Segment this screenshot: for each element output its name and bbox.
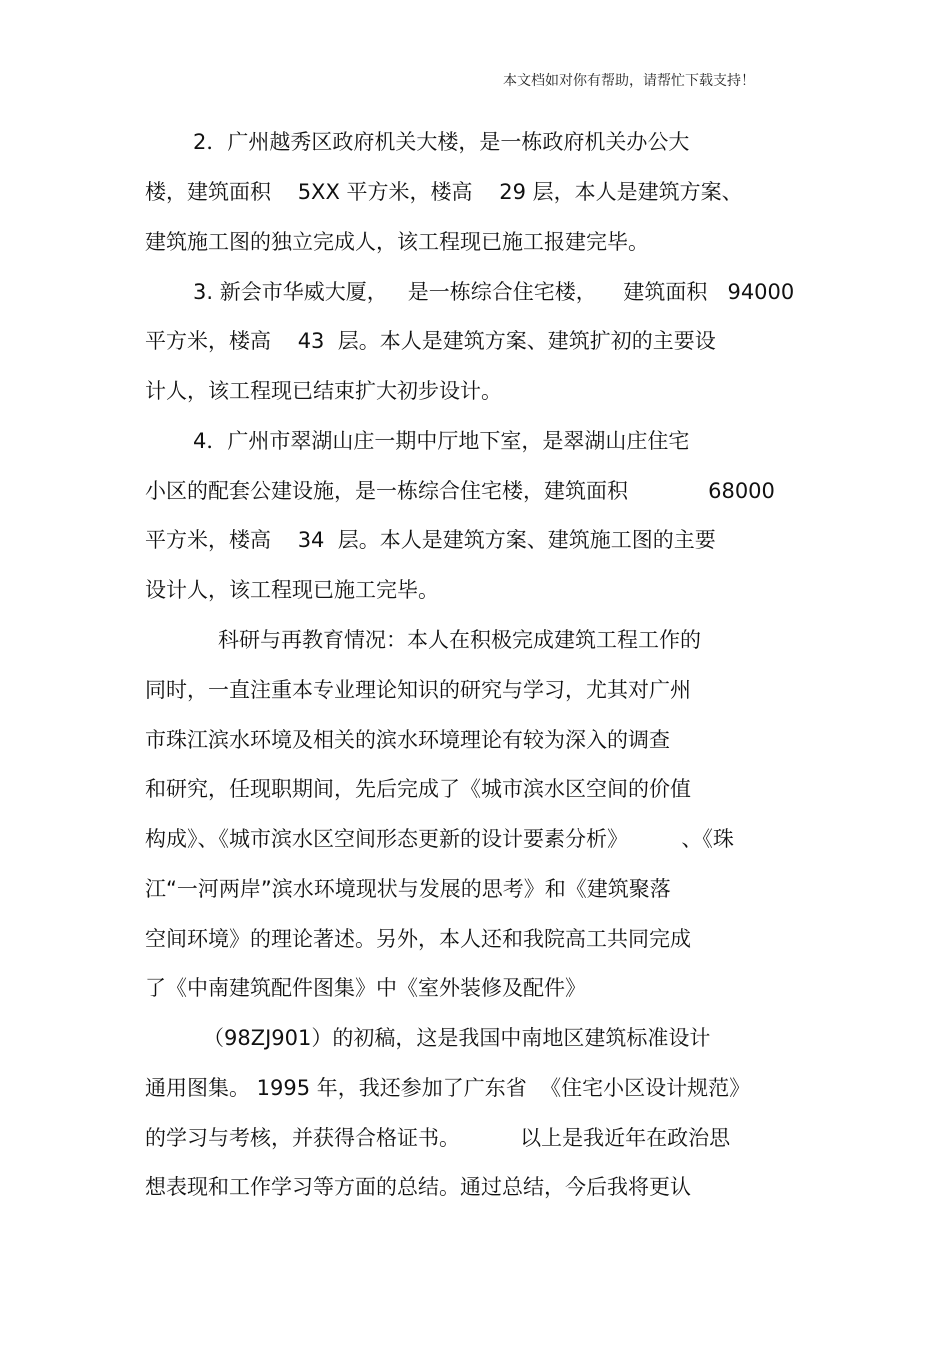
- body-line: 和研究，任现职期间，先后完成了《城市滨水区空间的价值: [145, 777, 691, 801]
- body-line: 同时，一直注重本专业理论知识的研究与学习，尤其对广州: [145, 678, 691, 702]
- body-line: 平方米，楼高 34 层。本人是建筑方案、建筑施工图的主要: [145, 528, 716, 552]
- body-line: 市珠江滨水环境及相关的滨水环境理论有较为深入的调查: [145, 728, 670, 752]
- page-header-note: 本文档如对你有帮助，请帮忙下载支持！: [503, 73, 755, 89]
- body-line: 通用图集。 1995 年，我还参加了广东省 《住宅小区设计规范》: [145, 1076, 751, 1100]
- body-line: 计人，该工程现已结束扩大初步设计。: [145, 379, 502, 403]
- body-line: 江“一河两岸”滨水环境现状与发展的思考》和《建筑聚落: [145, 877, 671, 901]
- body-line: 2．广州越秀区政府机关大楼，是一栋政府机关办公大: [193, 130, 690, 154]
- body-line: 了《中南建筑配件图集》中《室外装修及配件》: [145, 976, 586, 1000]
- body-line: 3. 新会市华威大厦， 是一栋综合住宅楼， 建筑面积 94000: [193, 280, 795, 304]
- body-line: 楼，建筑面积 5XX 平方米，楼高 29 层，本人是建筑方案、: [145, 180, 743, 204]
- body-line: 构成》、《城市滨水区空间形态更新的设计要素分析》 、《珠: [145, 827, 734, 851]
- body-line: 的学习与考核，并获得合格证书。 以上是我近年在政治思: [145, 1126, 731, 1150]
- body-line: 想表现和工作学习等方面的总结。通过总结，今后我将更认: [145, 1175, 691, 1199]
- body-line: （98ZJ901）的初稿，这是我国中南地区建筑标准设计: [203, 1026, 711, 1050]
- body-line: 平方米，楼高 43 层。本人是建筑方案、建筑扩初的主要设: [145, 329, 716, 353]
- body-line: 建筑施工图的独立完成人，该工程现已施工报建完毕。: [145, 230, 649, 254]
- body-line: 空间环境》的理论著述。另外，本人还和我院高工共同完成: [145, 927, 691, 951]
- body-line: 4．广州市翠湖山庄一期中厅地下室，是翠湖山庄住宅: [193, 429, 690, 453]
- body-line: 科研与再教育情况：本人在积极完成建筑工程工作的: [218, 628, 701, 652]
- body-line: 小区的配套公建设施，是一栋综合住宅楼，建筑面积 68000: [145, 479, 775, 503]
- body-line: 设计人，该工程现已施工完毕。: [145, 578, 439, 602]
